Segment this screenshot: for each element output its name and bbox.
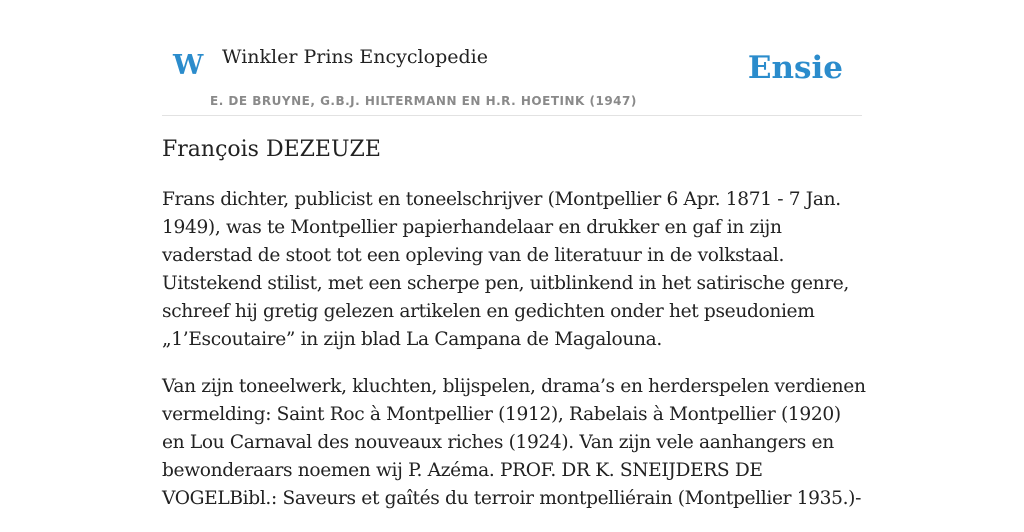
publication-logo-icon[interactable]: W (173, 50, 204, 81)
article (162, 137, 867, 532)
publication-authors: E. DE BRUYNE, G.B.J. HILTERMANN EN H.R. HOETINK (1947) (210, 94, 637, 108)
article-title: François DEZEUZE (162, 137, 381, 162)
publication-title[interactable]: Winkler Prins Encyclopedie (222, 46, 488, 68)
site-header (162, 40, 862, 116)
article-paragraph: Van zijn toneelwerk, kluchten, blijspelen, drama’s en herderspelen verdienen vermelding: Saint Roc à Montpellier (1912), Rabelais à Montpellier (1920) en Lou Carnaval des nouveaux riches (1924). Van zijn vele aanhangers en bewonderaars noemen wij P. Azéma. PROF. DR K. SNEIJDERS DE VOGELBibl.: Saveurs et gaîtés du terroir montpelliérain (Montpellier 1935.)- (162, 376, 866, 509)
article-paragraph: Frans dichter, publicist en toneelschrijver (Montpellier 6 Apr. 1871 - 7 Jan. 1949), was te Montpellier papierhandelaar en drukker en gaf in zijn vaderstad de stoot tot een opleving van de literatuur in de volkstaal. Uitstekend stilist, met een scherpe pen, uitblinkend in het satirische genre, schreef hij gretig gelezen artikelen en gedichten onder het pseudoniem „1’Escoutaire” in zijn blad La Campana de Magalouna. (162, 189, 849, 350)
ensie-logo-link[interactable]: Ensie (747, 50, 843, 86)
